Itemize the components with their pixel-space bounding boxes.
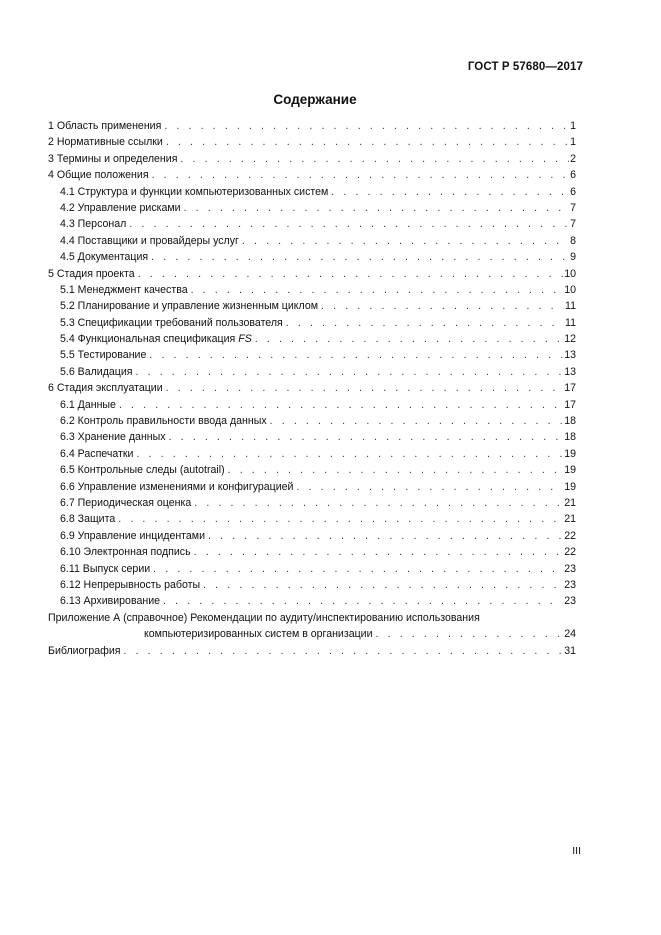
dot-leader	[149, 347, 563, 363]
toc-entry-label: 5.2 Планирование и управление жизненным циклом	[60, 300, 319, 313]
dot-leader	[228, 462, 564, 478]
toc-entry-label: 5.5 Тестирование	[60, 349, 147, 362]
toc-entry-page: 22	[564, 529, 576, 542]
dot-leader	[118, 511, 563, 527]
dot-leader	[270, 413, 564, 429]
toc-entry[interactable]	[48, 380, 576, 396]
toc-entry-page: 31	[564, 644, 576, 657]
toc-entry[interactable]	[48, 167, 576, 183]
toc-entry-label: 6.4 Распечатки	[60, 447, 134, 460]
dot-leader	[164, 118, 569, 134]
toc-entry[interactable]	[48, 347, 576, 363]
toc-entry-annex-a[interactable]	[48, 610, 576, 643]
toc-entry[interactable]	[48, 593, 576, 609]
toc-entry-label: 4.3 Персонал	[60, 218, 127, 231]
dot-leader	[203, 577, 563, 593]
toc-entry-page: 21	[564, 513, 576, 526]
dot-leader	[152, 167, 570, 183]
toc-entry[interactable]	[48, 446, 576, 462]
dot-leader	[153, 561, 563, 577]
toc-entry-label: 5.1 Менеджмент качества	[60, 283, 188, 296]
toc-entry[interactable]	[48, 511, 576, 527]
toc-entry-page: 18	[564, 431, 576, 444]
dot-leader	[191, 282, 564, 298]
toc-entry-label: 6.1 Данные	[60, 398, 116, 411]
dot-leader	[129, 216, 569, 232]
toc-entry[interactable]	[48, 266, 576, 282]
toc-entry-page: 21	[564, 496, 576, 509]
dot-leader	[123, 643, 563, 659]
toc-entry-page: 19	[564, 480, 576, 493]
toc-entry-label: 5.6 Валидация	[60, 365, 133, 378]
dot-leader	[119, 397, 563, 413]
toc-entry[interactable]	[48, 315, 576, 331]
toc-entry[interactable]	[48, 118, 576, 134]
toc-entry[interactable]	[48, 577, 576, 593]
toc-entry-page: 23	[564, 578, 576, 591]
toc-entry[interactable]	[48, 429, 576, 445]
dot-leader	[136, 446, 563, 462]
page-number: III	[572, 845, 581, 857]
toc-entry-label: 3 Термины и определения	[48, 152, 178, 165]
dot-leader	[255, 331, 563, 347]
toc-entry-label: 4.4 Поставщики и провайдеры услуг	[60, 234, 239, 247]
toc-entry[interactable]	[48, 397, 576, 413]
toc-entry[interactable]	[48, 364, 576, 380]
toc-entry-label: 6.13 Архивирование	[60, 595, 161, 608]
toc-entry[interactable]	[48, 528, 576, 544]
dot-leader	[166, 380, 564, 396]
toc-entry-page: 8	[570, 234, 576, 247]
toc-entry-page: 2	[570, 152, 576, 165]
toc-entry-label: 4.5 Документация	[60, 251, 149, 264]
toc-entry-label: 4.1 Структура и функции компьютеризованных систем	[60, 185, 329, 198]
toc-entry-label: 6.10 Электронная подпись	[60, 546, 191, 559]
toc-entry-page: 6	[570, 185, 576, 198]
toc-entry-page: 7	[570, 218, 576, 231]
dot-leader	[321, 298, 564, 314]
toc-entry[interactable]	[48, 151, 576, 167]
dot-leader	[208, 528, 563, 544]
toc-entry-label: 4 Общие положения	[48, 169, 149, 182]
toc-entry-page: 11	[565, 300, 576, 313]
dot-leader	[180, 151, 569, 167]
toc-entry-label: Приложение А (справочное) Рекомендации по аудиту/инспектированию использования	[48, 611, 480, 624]
dot-leader	[242, 233, 569, 249]
toc-entry-label: 6.5 Контрольные следы (autotrail)	[60, 464, 225, 477]
toc-entry-page: 19	[564, 447, 576, 460]
toc-entry[interactable]	[48, 413, 576, 429]
dot-leader	[184, 200, 570, 216]
toc-entry-page: 1	[570, 136, 576, 149]
toc-entry-label: 1 Область применения	[48, 120, 162, 132]
toc-entry[interactable]	[48, 233, 576, 249]
toc-entry-label: 5 Стадия проекта	[48, 267, 135, 280]
toc-entry-page: 19	[564, 464, 576, 477]
toc-entry[interactable]	[48, 495, 576, 511]
toc-entry[interactable]	[48, 462, 576, 478]
toc-entry-label: 5.4 Функциональная спецификация FS	[60, 333, 252, 346]
toc-entry[interactable]	[48, 331, 576, 347]
toc-entry-page: 13	[564, 365, 576, 378]
toc-entry-page: 23	[564, 595, 576, 608]
toc-entry-label: Библиография	[48, 644, 121, 657]
table-of-contents	[48, 118, 576, 659]
dot-leader	[166, 134, 569, 150]
toc-entry-page: 24	[564, 628, 576, 641]
toc-entry-page: 10	[564, 267, 576, 280]
dot-leader	[169, 429, 564, 445]
dot-leader	[136, 364, 564, 380]
toc-title: Содержание	[273, 92, 357, 107]
toc-entry-label: 6.7 Периодическая оценка	[60, 496, 192, 509]
toc-entry-page: 7	[570, 201, 576, 214]
toc-entry-label: 6.6 Управление изменениями и конфигурацией	[60, 480, 294, 493]
dot-leader	[376, 626, 564, 642]
toc-entry-page: 1	[570, 120, 576, 132]
toc-entry-label: 6.8 Защита	[60, 513, 116, 526]
toc-entry[interactable]	[48, 282, 576, 298]
toc-entry-label: 6.2 Контроль правильности ввода данных	[60, 415, 267, 428]
toc-entry-page: 17	[564, 382, 576, 395]
toc-entry-label: 6.11 Выпуск серии	[60, 562, 151, 575]
toc-entry-label: компьютеризированных систем в организации	[144, 628, 373, 641]
toc-entry[interactable]	[48, 134, 576, 150]
toc-entry-bibliography[interactable]	[48, 643, 576, 659]
toc-entry-page: 6	[570, 169, 576, 182]
toc-entry-label: 6.9 Управление инцидентами	[60, 529, 206, 542]
toc-entry-page: 10	[564, 283, 576, 296]
toc-entry-label: 5.3 Спецификации требований пользователя	[60, 316, 283, 329]
dot-leader	[286, 315, 564, 331]
toc-entry[interactable]	[48, 561, 576, 577]
toc-entry[interactable]	[48, 544, 576, 560]
dot-leader	[331, 184, 569, 200]
dot-leader	[138, 266, 564, 282]
toc-entry[interactable]	[48, 184, 576, 200]
toc-entry-page: 18	[564, 415, 576, 428]
toc-entry-page: 9	[570, 251, 576, 264]
toc-entry-label: 4.2 Управление рисками	[60, 201, 181, 214]
toc-entry-label: 6 Стадия эксплуатации	[48, 382, 163, 395]
dot-leader	[151, 249, 569, 265]
toc-entry-page: 22	[564, 546, 576, 559]
toc-entry-page: 17	[564, 398, 576, 411]
dot-leader	[194, 495, 563, 511]
document-code: ГОСТ Р 57680—2017	[467, 61, 583, 73]
toc-entry-page: 11	[565, 316, 576, 329]
toc-entry-label: 6.12 Непрерывность работы	[60, 578, 201, 591]
toc-entry-label: 6.3 Хранение данных	[60, 431, 166, 444]
toc-entry[interactable]	[48, 249, 576, 265]
dot-leader	[296, 479, 563, 495]
dot-leader	[194, 544, 564, 560]
dot-leader	[163, 593, 563, 609]
toc-entry-page: 13	[564, 349, 576, 362]
toc-entry[interactable]	[48, 479, 576, 495]
toc-entries	[48, 118, 576, 610]
toc-entry-label: 2 Нормативные ссылки	[48, 136, 163, 149]
toc-entry-page: 23	[564, 562, 576, 575]
toc-entry[interactable]	[48, 298, 576, 314]
toc-entry[interactable]	[48, 216, 576, 232]
toc-entry-page: 12	[564, 333, 576, 346]
toc-entry[interactable]	[48, 200, 576, 216]
